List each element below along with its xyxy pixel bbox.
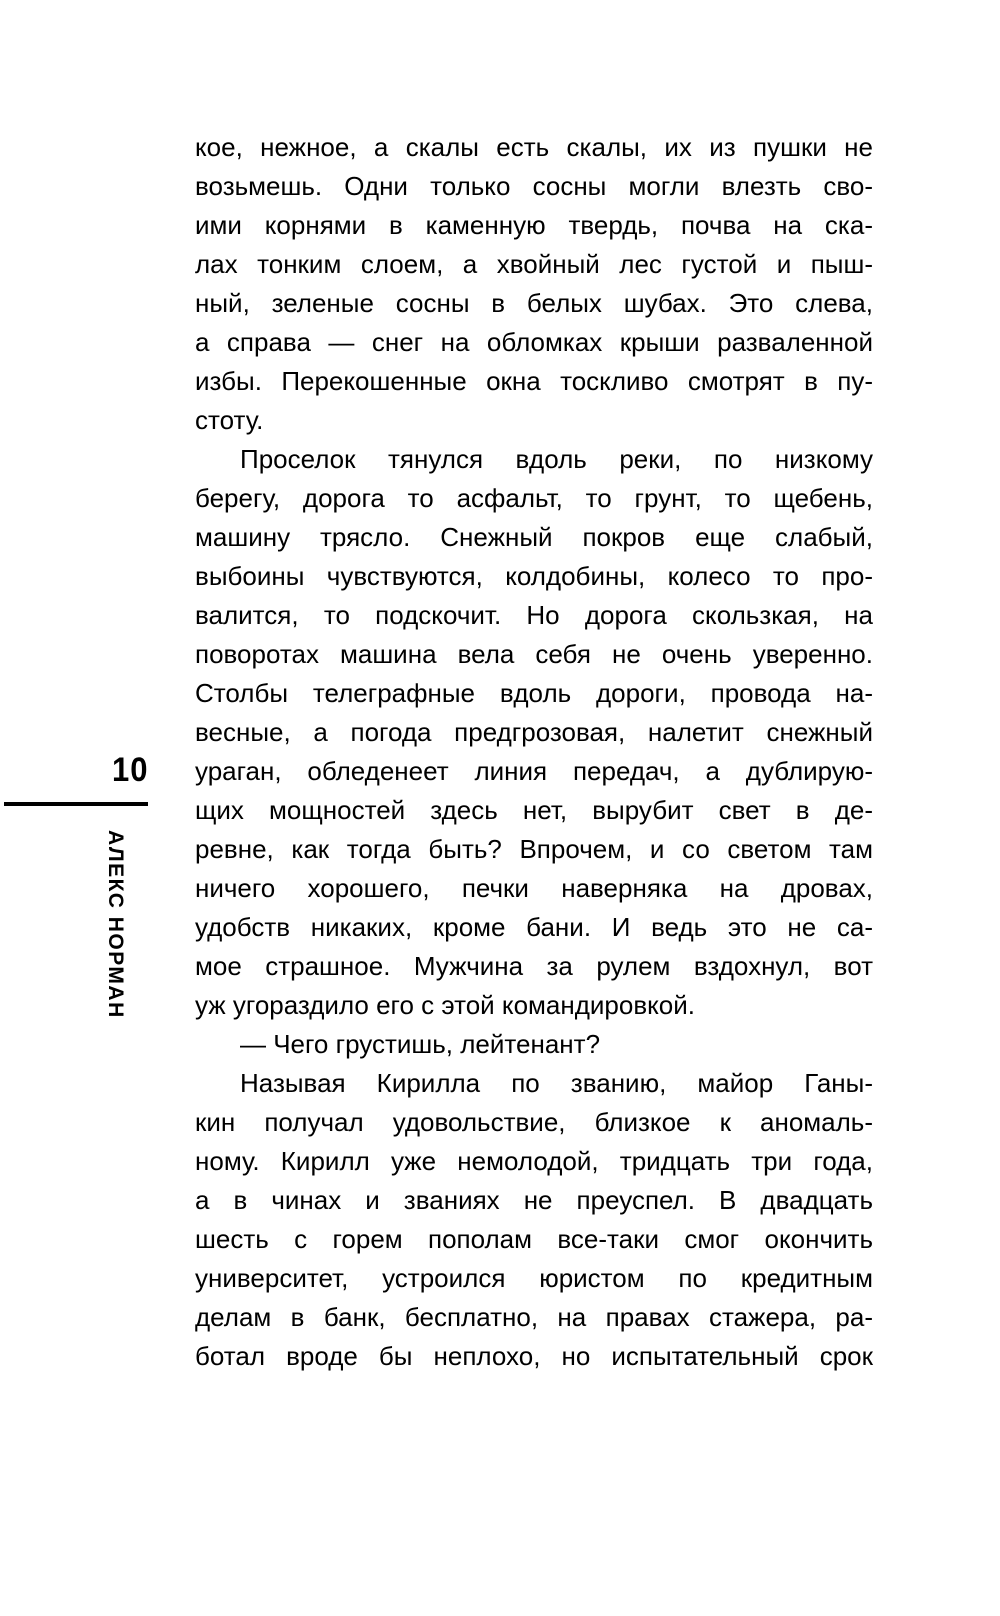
text-line: университет, устроился юристом по кредитным xyxy=(195,1263,873,1293)
text-line: валится, то подскочит. Но дорога скользкая, на xyxy=(195,600,873,630)
text-line: уж угораздило его с этой командировкой. xyxy=(195,990,696,1020)
text-line: ничего хорошего, печки наверняка на дровах, xyxy=(195,873,873,903)
text-line: кин получал удовольствие, близкое к аномаль- xyxy=(195,1107,873,1137)
margin-rule xyxy=(4,802,148,806)
text-line: Столбы телеграфные вдоль дороги, провода на- xyxy=(195,678,873,708)
text-line: ревне, как тогда быть? Впрочем, и со светом там xyxy=(195,834,873,864)
text-line: — Чего грустишь, лейтенант? xyxy=(240,1029,601,1059)
text-line: а справа — снег на обломках крыши разваленной xyxy=(195,327,873,357)
text-line: возьмешь. Одни только сосны могли влезть сво- xyxy=(195,171,873,201)
text-line: щих мощностей здесь нет, вырубит свет в де- xyxy=(195,795,873,825)
text-line: шесть с горем пополам все-таки смог окончить xyxy=(195,1224,873,1254)
text-line: поворотах машина вела себя не очень уверенно. xyxy=(195,639,873,669)
text-line: ботал вроде бы неплохо, но испытательный срок xyxy=(195,1341,873,1371)
text-line: Называя Кирилла по званию, майор Ганы- xyxy=(240,1068,873,1098)
text-line: удобств никаких, кроме бани. И ведь это не са- xyxy=(195,912,873,942)
text-line: лах тонким слоем, а хвойный лес густой и пыш- xyxy=(195,249,873,279)
text-line: стоту. xyxy=(195,405,264,435)
page-number: 10 xyxy=(112,750,149,789)
text-line: выбоины чувствуются, колдобины, колесо то про- xyxy=(195,561,873,591)
text-line: ими корнями в каменную твердь, почва на ска- xyxy=(195,210,873,240)
running-author: АЛЕКС НОРМАН xyxy=(104,830,127,1019)
text-line: ному. Кирилл уже немолодой, тридцать три года, xyxy=(195,1146,873,1176)
text-line: ный, зеленые сосны в белых шубах. Это слева, xyxy=(195,288,873,318)
text-line: мое страшное. Мужчина за рулем вздохнул, вот xyxy=(195,951,873,981)
text-line: кое, нежное, а скалы есть скалы, их из пушки не xyxy=(195,132,873,162)
text-line: делам в банк, бесплатно, на правах стажера, ра- xyxy=(195,1302,873,1332)
text-line: а в чинах и званиях не преуспел. В двадцать xyxy=(195,1185,873,1215)
text-line: ураган, обледенеет линия передач, а дублирую- xyxy=(195,756,873,786)
text-line: избы. Перекошенные окна тоскливо смотрят в пу- xyxy=(195,366,873,396)
text-line: Проселок тянулся вдоль реки, по низкому xyxy=(240,444,873,474)
text-line: машину трясло. Снежный покров еще слабый, xyxy=(195,522,873,552)
text-line: берегу, дорога то асфальт, то грунт, то щебень, xyxy=(195,483,873,513)
body-text xyxy=(195,128,873,1376)
text-line: весные, а погода предгрозовая, налетит снежный xyxy=(195,717,873,747)
